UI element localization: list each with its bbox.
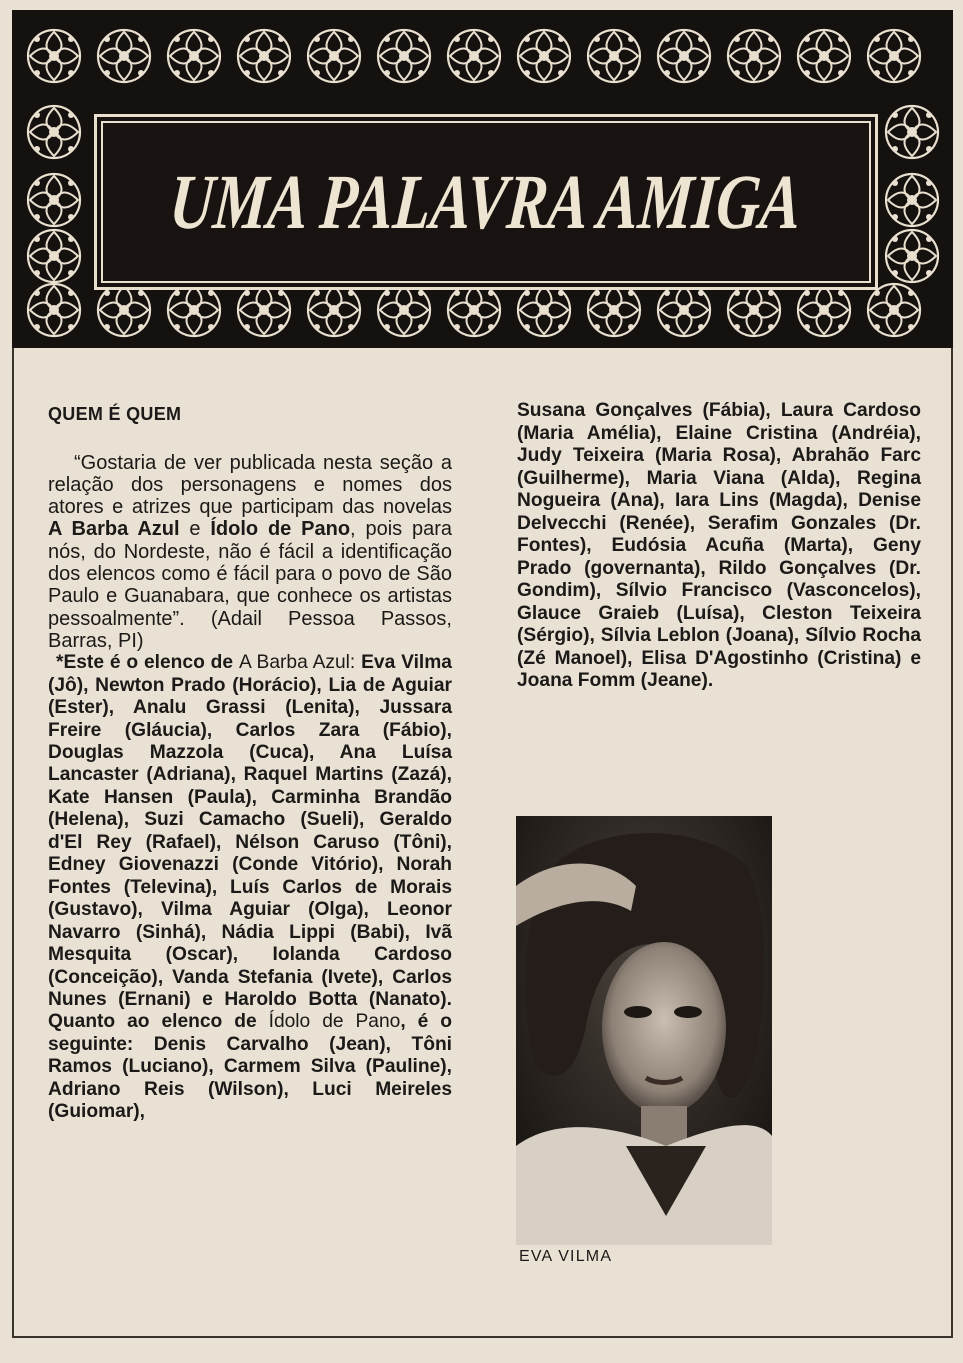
article-body xyxy=(12,348,953,1338)
novela-title-1: A Barba Azul xyxy=(48,518,180,541)
cast-list-idolo-start: , é o seguinte: Denis Carvalho (Jean), Tôni Ramos (Luciano), Carmem Silva (Pauline), Adriano Reis (Wilson), Luci Meireles (Guiomar), xyxy=(48,1011,452,1123)
reader-letter xyxy=(48,452,452,653)
letter-text-2: , pois para nós, do Nordeste, não é fácil a identificação dos elencos como é fácil para o povo de São Paulo e Guanabara, que conhece os artistas pessoalmente”. (Adail Pessoa Passos, Barras, PI) xyxy=(48,518,452,652)
answer-novela-2: Ídolo de Pano xyxy=(268,1011,401,1033)
answer-lead: *Este é o elenco de xyxy=(56,652,239,674)
novela-title-2: Ídolo de Pano xyxy=(210,518,351,541)
header-banner xyxy=(12,10,953,348)
portrait-image xyxy=(516,816,772,1245)
answer-novela-1: A Barba Azul: xyxy=(238,652,356,674)
photo-eva-vilma xyxy=(516,816,772,1245)
section-heading: QUEM É QUEM xyxy=(48,404,182,424)
right-column xyxy=(517,400,921,693)
photo-caption: EVA VILMA xyxy=(519,1248,613,1265)
letter-text-1: “Gostaria de ver publicada nesta seção a relação dos personagens e nomes dos atores e atrizes que participam das novelas xyxy=(48,451,452,519)
cast-list-barba-azul: Eva Vilma (Jô), Newton Prado (Horácio), Lia de Aguiar (Ester), Analu Grassi (Lenita), Jussara Freire (Gláucia), Carlos Zara (Fábio), Douglas Mazzola (Cuca), Ana Luísa Lancaster (Adriana), Raquel Martins (Zazá), Kate Hansen (Paula), Carminha Brandão (Helena), Suzi Camacho (Sueli), Geraldo d'El Rey (Rafael), Nélson Caruso (Tôni), Edney Giovenazzi (Conde Vitório), Norah Fontes (Televina), Luís Carlos de Morais (Gustavo), Vilma Aguiar (Olga), Leonor Navarro (Sinhá), Nádia Lippi (Babi), Ivã Mesquita (Oscar), Iolanda Cardoso (Conceição), Vanda Stefania (Ivete), Carlos Nunes (Ernani) e Haroldo Botta (Nanato). Quanto ao elenco de xyxy=(48,652,452,1033)
cast-list-idolo-continued: Susana Gonçalves (Fábia), Laura Cardoso (Maria Amélia), Elaine Cristina (Andréia), Judy Teixeira (Maria Rosa), Abrahão Farc (Guilherme), Maria Viana (Alda), Regina Nogueira (Ana), Iara Lins (Magda), Denise Delvecchi (Renée), Serafim Gonzales (Dr. Fontes), Eudósia Acuña (Marta), Geny Prado (governanta), Rildo Gonçalves (Dr. Gondim), Sílvio Francisco (Vasconcelos), Glauce Graieb (Luísa), Cleston Teixeira (Sérgio), Sílvia Leblon (Joana), Sílvio Rocha (Zé Manoel), Elisa D'Agostinho (Cristina) e Joana Fomm (Jeane). xyxy=(517,400,921,691)
title-panel xyxy=(94,114,878,290)
letter-and: e xyxy=(179,518,211,541)
editor-answer xyxy=(48,652,452,1124)
page-title: UMA PALAVRA AMIGA xyxy=(166,158,806,245)
left-column xyxy=(48,403,452,1124)
